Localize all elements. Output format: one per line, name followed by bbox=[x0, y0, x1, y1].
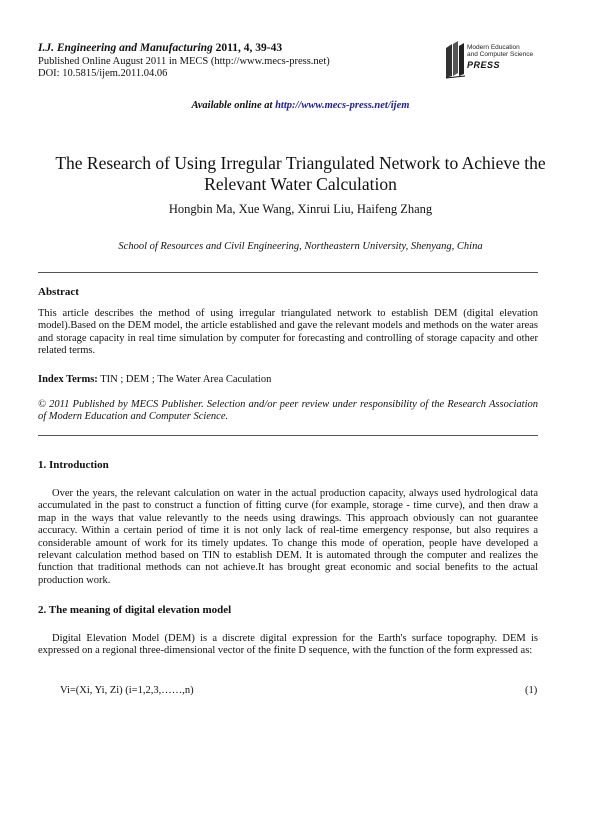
published-line: Published Online August 2011 in MECS (http://www.mecs-press.net) bbox=[38, 56, 330, 67]
index-terms-value: TIN ; DEM ; The Water Area Caculation bbox=[97, 374, 272, 385]
paper-authors: Hongbin Ma, Xue Wang, Xinrui Liu, Haifeng Zhang bbox=[168, 202, 433, 216]
paper-title: The Research of Using Irregular Triangulated Network to Achieve the Relevant Water Calculation bbox=[55, 153, 546, 194]
publisher-logo bbox=[444, 38, 554, 83]
journal-url-link[interactable]: http://www.mecs-press.net/ijem bbox=[275, 100, 410, 111]
equation: Vi=(Xi, Yi, Zi) (i=1,2,3,……,n) bbox=[60, 685, 194, 696]
logo-press: PRESS bbox=[467, 60, 501, 70]
divider-bottom bbox=[38, 435, 538, 436]
journal-volume: 2011, 4, 39-43 bbox=[215, 42, 283, 54]
books-icon bbox=[444, 40, 466, 80]
intro-text: Over the years, the relevant calculation on water in the actual production capacity, always used hydrological data accumulated in the past to construct a function of fitting curve (for example, storage - time curve), and then draw a map in the ways that value relevantly to the needs using drawings. This approach obviously can not guarantee accuracy. Within a certain period of time it is not only lack of real-time emergency response, but also requires a considerable amount of work for its timely updates. To change this mode of operation, people have developed a relevant calculation method based on TIN to establish DEM. It is automated through the computer and realizes the function that traditional methods can not achieve.It has brought great economic and social benefits to the actual production work. bbox=[38, 488, 538, 586]
logo-text: Modern Education and Computer Science bbox=[467, 44, 534, 58]
abstract-heading: Abstract bbox=[38, 286, 79, 298]
journal-title: I.J. Engineering and Manufacturing bbox=[38, 42, 213, 54]
index-terms-label: Index Terms: bbox=[38, 374, 98, 385]
copyright-notice: © 2011 Published by MECS Publisher. Selection and/or peer review under responsibility of the Research Association of Modern Education and Computer Science. bbox=[38, 399, 538, 423]
intro-heading: 1. Introduction bbox=[38, 459, 109, 471]
index-terms bbox=[38, 374, 538, 386]
dem-heading: 2. The meaning of digital elevation model bbox=[38, 604, 232, 616]
journal-header bbox=[38, 42, 282, 55]
equation-number: (1) bbox=[525, 685, 538, 696]
dem-text: Digital Elevation Model (DEM) is a discrete digital expression for the Earth's surface topography. DEM is expressed on a regional three-dimensional vector of the finite D sequence, with the function of the form expressed as: bbox=[38, 633, 538, 657]
paper-affiliation: School of Resources and Civil Engineering, Northeastern University, Shenyang, China bbox=[118, 241, 483, 252]
doi-line: DOI: 10.5815/ijem.2011.04.06 bbox=[38, 68, 168, 79]
availability-line: Available online at http://www.mecs-press.net/ijem bbox=[191, 100, 410, 111]
divider-top bbox=[38, 272, 538, 273]
abstract-text: This article describes the method of using irregular triangulated network to establish DEM (digital elevation model).Based on the DEM model, the article established and gave the relevant models and methods on the water areas and storage capacity in real time simulation by computer for forecasting and controlling of storage capacity and other related terms. bbox=[38, 308, 538, 357]
